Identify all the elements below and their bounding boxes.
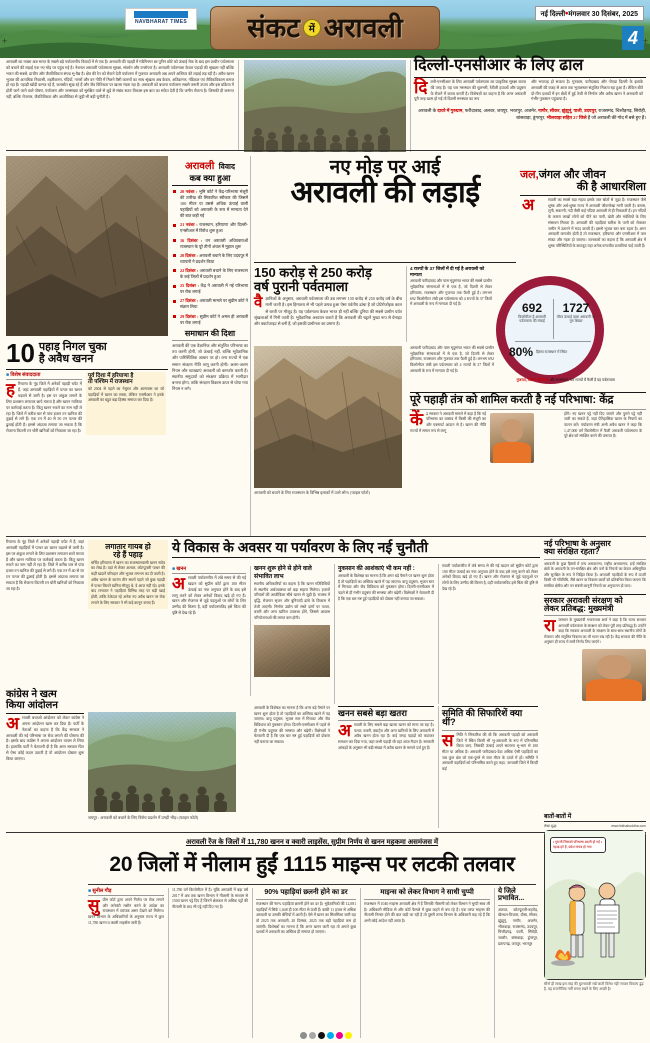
development-sub-2: नुकसान की आशंकाएं भी कम नहीं :: [338, 566, 415, 572]
development-intro: रावली पर्यावरणीय में लंबे समय से की गई खदान को सुप्रीम कोर्ट द्वारा 100 मीटर ऊंचाई का नया अनुपात होने के बाद इसे लागू करने को लेकर अनेकों विवाद खड़े हो गए हैं। खनन और रोजगार से जुड़े पहलुओं पर लोगों के लिए उम्मीद की किरण है, वहीं पर्यावरणविद इसे चिंता की दृष्टि से देख रहे हैं।: [172, 576, 246, 616]
dateline-dot-icon: •: [565, 8, 569, 18]
page-title: [210, 6, 440, 50]
newspaper-logo: [125, 8, 197, 30]
photo-aravalli-rock: [6, 156, 168, 336]
timeline-item: [176, 283, 248, 295]
development-sub-1-text: स्थानीय अधिकारियों का कहना है कि खनन गतिविधियों से स्थानीय अर्थव्यवस्था को बड़ा सहारा मिलेगा। हजारों परिवारों की आजीविका सीधे खनन से जुड़ी है। राजस्व में वृद्धि, रोजगार सृजन और बुनियादी ढांचे के विकास में तेजी आएगी। निर्माण उद्योग को सस्ते दामों पर पत्थर, बजरी और अन्य खनिज उपलब्ध होंगे, जिससे आवास परियोजनाओं की लागत कम होगी।: [254, 582, 330, 621]
cartoon-speech-bubble: • गुरुजी जिसको परिभाषा बदली हो गई • पहाड़ हटे हैं, प्रदेश गायब हो गया: [550, 837, 606, 853]
divider-10: [252, 888, 253, 1038]
divider-4: [406, 266, 407, 342]
photo-caption-crowd: अरावली को बचाने के लिए राजस्थान के विभिन्न इलाकों में उतरे लोग। (फाइल फोटो): [254, 490, 370, 495]
photo-texture: [254, 625, 330, 677]
centre-dropcap: कें: [410, 409, 424, 429]
portrait-chief-minister: [582, 649, 646, 701]
main-kicker: नए मोड़ पर आई: [329, 157, 441, 178]
page-number-badge: 4: [622, 26, 644, 50]
photo-quarry: [254, 346, 402, 488]
stat-2-caption: मीटर ऊंचाई वाला अरावली का गुरु शिखर: [556, 315, 596, 324]
jal-rule: [520, 195, 646, 196]
committee-rule: [442, 730, 538, 731]
timeline-section: [172, 156, 248, 392]
delhi-ncr-col2: और भयावह हो सकता है। गुरुग्राम, फरीदाबाद और नोएडा दिल्ली के इलाके अरावली की वजह से आज तक भूजलस्तर संतुलित मिलता रहा हुआ है। लेकिन बीते दो-तीन दशकों में इन क्षेत्रों में हुई तेजी से निर्माण और अवैध खनन ने अरावली को गंभीर नुकसान पहुंचाया है।: [531, 79, 643, 102]
divider-11: [360, 888, 361, 1038]
timeline-subheading: कब क्या हुआ: [189, 173, 231, 183]
horizontal-rule-2: [6, 536, 646, 537]
bottom-col-1-text: प्रीम कोर्ट द्वारा अपने निर्णय पर रोक लगाने और कनेक्टी मशीन करने के आदेश का राजस्थान में व्यापक असर देखने को मिलेगा। खनन विभाग के अधिकारियों के अनुसार राज्य में कुल 11,780 खनन व क्वारी लाइसेंस जारी हैं।: [88, 898, 164, 925]
districts-bold-2: नागौर, सीकर, झुंझुनूं, पाली, उदयपुर,: [538, 108, 598, 114]
main-note: [410, 266, 492, 308]
development-risks: [338, 564, 434, 602]
centre-col2: होंगे। नए खनन पट्टे नहीं दिए जाएंगे और पुराने पट्टे नहीं जारी का सकते हैं, जहां ऐतिहासिक खनन के नियमों का पालन करें। पर्यावरण मंत्री अभी अवैध खनन ने कहा कि 1,47,000 वर्ग किलोमीटर में फैली अरावली पर्वतमाला के पूरे क्षेत्र को संरक्षित करने की जरूरत है।: [564, 411, 642, 439]
title-part-2: अरावली: [323, 12, 403, 43]
divider-3: [250, 156, 251, 536]
mining-box-text: को 2004 से पहले का नेचुरल और आसपास का जो पहाड़ियों में खनन का रास्ता, लेकिन एनसीआर ने इनके अरावली का बहुत बड़ा हिस्सा समाप्त कर दिया है।: [88, 387, 164, 403]
stats-footnote: [470, 378, 615, 383]
development-extra-text: रावली पर्यावरणीय में लंबे समय से की गई खदान को सुप्रीम कोर्ट द्वारा 100 मीटर ऊंचाई का नया अनुपात होने के बाद इसे लागू करने को लेकर अनेकों विवाद खड़े हो गए हैं। खनन और रोजगार से जुड़े पहलुओं पर लोगों के लिए उम्मीद की किरण है, वहीं पर्यावरणविद इसे चिंता की दृष्टि से देख रहे हैं।: [442, 564, 538, 591]
portrait-face: [501, 419, 524, 442]
timeline-item: [176, 238, 248, 250]
congress-section: [6, 690, 84, 763]
cm-head-2: लेकर प्रतिबद्ध: मुख्यमंत्री: [544, 603, 614, 613]
timeline-text: केंद्र ने अरावली में नई परिभाषा पर रोक लगाई: [180, 283, 249, 295]
timeline-text: अरावली बचाने के लिए राजस्थान के कई जिलों में प्रदर्शन हुआ: [180, 267, 249, 280]
mining-box-head-1: पूर्व दिशा में हरियाणा है: [88, 373, 134, 380]
title-dot: में: [303, 19, 321, 37]
danger-dropcap: अ: [338, 720, 351, 740]
congress-head-1: कांग्रेस ने खत्म: [6, 689, 57, 700]
timeline-date: 27 दिसंबर :: [180, 298, 199, 304]
danger-rule: [338, 720, 434, 721]
centre-heading: पूरे पहाड़ी तंत्र को शामिल करती है नई परिभाषा: केंद्र: [410, 394, 614, 406]
bottom-sub-2-head: माइन्स को लेकर विभाग ने साधी चुप्पी: [380, 889, 474, 896]
districts-bold-1: दायरे में गुरुग्राम,: [437, 108, 464, 114]
timeline-date: 25 दिसंबर :: [180, 283, 199, 289]
solution-rule: [172, 340, 248, 341]
timeline-date: 22 दिसंबर :: [180, 267, 199, 273]
danger-rule-top: [338, 706, 434, 707]
stat-3-caption: हिस्सा राजस्थान में स्थित: [536, 349, 568, 354]
reg-dot-black: [318, 1032, 325, 1039]
new-def-head-1: नई परिभाषा के अनुसार: [544, 539, 611, 548]
timeline-item: [176, 314, 248, 326]
main-headline-block: [254, 158, 516, 208]
development-misc-text: अरावली के विशेषज्ञ का मानना है कि अगर बड़े पैमाने पर खनन शुरू होता है तो पहाड़ियों का अस्तित्व खतरे में पड़ जाएगा। वायु प्रदूषण, भूजल स्तर में गिरावट और जैव विविधता को नुकसान होगा। दिल्ली-एनसीआर में पहले से ही गंभीर प्रदूषण की समस्या और बढ़ेगी। विशेषज्ञों ने चेतावनी दी है कि एक बार नष्ट हुई पहाड़ियों को दोबारा नहीं बनाया जा सकता।: [254, 706, 330, 745]
cmyk-registration-marks: [300, 1032, 352, 1039]
divider-9: [168, 888, 169, 1038]
logo-bar: [134, 11, 188, 18]
stat-2-value: 1727: [562, 301, 590, 315]
stat-1-value: 692: [521, 301, 543, 315]
mining-heading-1: पहाड़ निगल चुका: [38, 341, 107, 354]
jal-text: रावली का सबसे बड़ा महत्व इसके जल स्रोतों से जुड़ा है। राजस्थान जैसे शुष्क और अर्ध-शुष्क राज्य में अरावली जीवनरेखा मानी जाती है। बनास, लूनी, सकरनी, नदी जैसी कई नदियां अरावली से ही निकलती हैं। इन नदियों के कारण लाखों लोगों को पीने का पानी, खेती और मवेशियों के लिए संसाधन मिलता है। अरावली की पहाड़ियां बारिश के पानी को रोककर जमीन में उतारने में मदद करती हैं। इससे भूजल स्तर बना रहता है। अगर अरावली कमजोर होती है तो राजस्थान, हरियाणा और एनसीआर में जल संकट और गहरा हो जाएगा। जानकारों का कहना है कि अरावली क्षेत्र में शुष्क परिस्थितियों के बावजूद यहां अनेक वन्यजीव प्रजातियां पाई जाती हैं।: [548, 198, 646, 248]
mining-col-text: रियाणा के नूंह जिले में अनेकों पहाड़ी चपेट में हैं, जहां अरावली पहाड़ियों में पत्थर का खनन धड़ल्ले से जारी है। इस पर अंकुश लगाने के लिए प्रशासन लगातार छापे मारता है और खनन माफिया पर कार्रवाई करता है। किंतु खनन रुकने का नाम नहीं ले रहा है। जिले में करीब चार से पांच हजार टन खनिज की तुड़ाई से लगे हैं। एक टन में 40 से 50 टन पत्थर की ढुलाई होती है। इससे अंदाजा लगाया जा सकता है कि रोजाना कितनी टन चोरी खनिजों को निकाला जा रहा है।: [6, 382, 82, 434]
vanishing-head-1: लगातार गायब हो: [105, 542, 151, 551]
new-def-rule: [544, 559, 646, 560]
bottom-sub-2: [364, 888, 490, 925]
divider-12: [494, 888, 495, 1038]
main-note-title: 4 राज्यों के 37 जिलों में दी गई है अरावली को मान्यता: [410, 266, 485, 277]
photo-protest-crowd: [244, 60, 406, 152]
bottom-col-1: [88, 888, 164, 926]
crop-mark-right: +: [642, 36, 648, 46]
bottom-col-2: [172, 888, 248, 911]
mining-box-head-2: तो पश्चिम में राजस्थान: [88, 379, 133, 386]
divider-2: [410, 60, 411, 152]
timeline-list: [172, 189, 248, 326]
cm-rule-top: [544, 594, 646, 595]
rock-illustration: [6, 156, 168, 336]
bottom-sub-1-text: राजस्थान की 90% पहाड़ियां छलनी होने का डर है। भूवैज्ञानिकों की 12,081 पहाड़ियों में सिर्फ 1,048 ही 100 मीटर से ऊंची हैं। बाकी 11 हजार से अधिक अरावली या उसकी श्रेणियों में आती हैं। ऐसे में खनन का सिलसिला जारी रहा तो 2025 तक अरावली, 20 दिसंबर, 2025 तक बड़ी पहाड़ियां कम हो जाएंगी। विशेषज्ञों का मानना है कि अगर खनन जारी रहा तो अगले कुछ दशकों में अरावली का अस्तित्व ही समाप्त हो जाएगा।: [256, 902, 356, 935]
stat-1: [512, 301, 552, 324]
timeline-date: 29 दिसंबर :: [180, 313, 199, 319]
development-section: [172, 540, 540, 560]
mining-continued-text: रियाणा के नूंह जिले में अनेकों पहाड़ी चपेट में हैं, जहां अरावली पहाड़ियों में पत्थर का खनन धड़ल्ले से जारी है। इस पर अंकुश लगाने के लिए प्रशासन लगातार छापे मारता है और खनन माफिया पर कार्रवाई करता है। किंतु खनन रुकने का नाम नहीं ले रहा है। जिले में करीब चार से पांच हजार टन खनिज की तुड़ाई से लगे हैं। एक टन में 40 से 50 टन पत्थर की ढुलाई होती है। इससे अंदाजा लगाया जा सकता है कि रोजाना कितनी टन चोरी खनिजों को निकाला जा रहा है।: [6, 540, 84, 591]
congress-dropcap: अ: [6, 714, 19, 733]
districts-text-1: फरीदाबाद, अलवर, जयपुर, भरतपुर, अजमेर,: [463, 108, 539, 114]
mining-continued: [6, 540, 84, 593]
title-part-1: संकट: [247, 12, 300, 43]
congress-text: रावली बचाओ आंदोलन को लेकर कांग्रेस ने अपना आंदोलन खत्म कर दिया है। पार्टी के नेताओं का कहना है कि केंद्र सरकार ने अरावली की नई परिभाषा पर रोक लगाने की घोषणा की है। इसके बाद कांग्रेस ने अपना आंदोलन वापस ले लिया है। हालांकि पार्टी ने चेतावनी दी है कि अगर सरकार फिर से ऐसा कोई कदम उठाती है तो आंदोलन दोबारा शुरू किया जाएगा।: [6, 716, 84, 762]
bottom-dropcap: सु: [88, 896, 100, 915]
bottom-sub-2-text: राजस्थान में 1040 माइन्स अरावली क्षेत्र में हैं जिनकी नीलामी को लेकर विभाग ने चुप्पी साध ली है। अधिकारी मीडिया से और कोर्ट फैसले में कुछ कहने से बच रहे हैं। एक तरफ माइन्स की नीलामी निरस्त होने की बात कही जा रही है तो दूसरी तरफ विभाग के अधिकारी कह रहे हैं कि अभी कोई आदेश नहीं आया है।: [364, 902, 490, 924]
timeline-date: 20 नवंबर :: [180, 188, 198, 194]
bottom-rule: [88, 884, 536, 885]
timeline-item: [176, 268, 248, 280]
delhi-ncr-section: [414, 58, 646, 121]
centre-rule: [410, 409, 646, 410]
timeline-item: [176, 189, 248, 219]
divider-1: [238, 60, 239, 150]
bottom-sub-1-head: 90% पहाड़ियां छलनी होने का डर: [264, 889, 348, 896]
cm-head-1: सरकार अरावली संरक्षण को: [544, 595, 623, 605]
dateline: [535, 6, 644, 21]
stats-footnote-bold: गुजरात, दिल्ली, हरियाणा: [516, 378, 549, 382]
stats-ring: [496, 276, 604, 384]
cartoon-caption: सीनो ही लाख इस तरह की घुटनबाजी रखें जाती विरोध नहीं 'सवाल विकल्प ढूंढ़' है, यह राजनीतिक गर्मी बनाए रखने के लिए अच्छी है!: [544, 982, 645, 992]
main-subhead-2: वर्ष पुरानी पर्वतमाला: [254, 278, 348, 294]
timeline-date: 20 दिसंबर :: [180, 252, 198, 258]
stat-divider-h: [515, 341, 591, 342]
timeline-item: [176, 222, 248, 234]
gathering-illustration: [88, 712, 236, 812]
cartoon-site: www.lekhabuddha.com: [611, 824, 646, 828]
quarry-illustration: [254, 346, 402, 488]
divider-5: [250, 566, 251, 696]
cartoon-section: [544, 812, 646, 992]
development-heading: ये विकास के अवसर या पर्यावरण के लिए नई चुनौती: [172, 539, 429, 555]
timeline-text: सुप्रीम कोर्ट ने अमल ही अरावली पर रोक लगाई: [180, 313, 249, 325]
districts-bold-3: भीलवाड़ा सहित 27 जिले: [546, 115, 587, 121]
cm-rule: [544, 615, 646, 616]
stats-footnote-rest: और राजस्थान, चार राज्यों में फैली है यह पर्वतमाला: [548, 378, 615, 382]
solution-heading: समाधान की दिशा: [184, 328, 236, 338]
main-note-cont-text: अरावली फरीदाबाद और पास मृदुसंगत भारत की सबसे प्राचीन भूवैज्ञानिक संरचनाओं में से एक है, जो दिल्ली से लेकर हरियाणा, राजस्थान और गुजरात तक फैली हुई है। लगभग 692 किलोमीटर लंबी इस पर्वतमाला को 4 राज्यों के 37 जिलों में अरावली के रूप में मान्यता दी गई है।: [410, 346, 494, 373]
solution-text: अरावली की एक वैज्ञानिक और संतुलित परिभाषा का तय करनी होगी, जो ऊंचाई नहीं, बल्कि भूवैज्ञानिक और पारिस्थितिक आधार पर हो। वन्य राज्यों में एक समान संरक्षण नीति लागू करनी होगी। अलग-अलग नियम और व्याख्याएं अरावली को कमजोर करती हैं। स्थानीय समुदायों को संरक्षण प्रक्रिया में भागीदार बनाना होगा, ताकि संरक्षण विकास ऊपर से थोपा गया नियम न लगे।: [172, 343, 248, 392]
bottom-kicker: अरावली रेंज के जिलों में 11,780 खनन व क्वारी लाइसेंस, सुप्रीम निर्णय से खनन महकमा असमंजस में: [185, 839, 439, 846]
main-dropcap: वै: [254, 294, 263, 312]
main-headline: अरावली की लड़ाई: [290, 175, 480, 209]
jal-heading-red: जल,: [520, 169, 539, 181]
bottom-sub-1-rule: [256, 899, 356, 900]
committee-heading: समिति की सिफारिशें क्या थीं?: [442, 708, 523, 728]
bottom-headline-block: [88, 838, 536, 878]
timeline-text: वन अरावली अधिवक्ताओं राजस्थान के पूरे तीनों अंचल में मुहाल शुरू: [180, 237, 248, 249]
affected-districts: [498, 888, 538, 948]
cm-body: [586, 679, 642, 701]
centre-section: [410, 392, 646, 464]
development-misc: [254, 706, 330, 746]
affected-text: अलवर, कोटपूतली-बहरोड़, खैरथल-तिजारा, दौसा, सीकर, झुंझुनूं, नागौर, अजमेर, भीलवाड़ा, राजसमंद, उदयपुर, चित्तौड़गढ़, पाली, सिरोही, जालौर, बांसवाड़ा, डूंगरपुर, प्रतापगढ़, जयपुर, भरतपुर: [498, 907, 538, 946]
timeline-text: अरावली बचाने के लिए उदयपुर में व्यापारी ने प्रदर्शन किया: [180, 252, 249, 264]
timeline-heading-rest: विवाद: [218, 162, 235, 171]
dateline-date: मंगलवार 30 दिसंबर, 2025: [568, 11, 638, 18]
delhi-ncr-dropcap: दि: [414, 77, 428, 97]
districts-text-3: हैं जो अरावली की गोद में बसे हुए हैं।: [586, 115, 646, 121]
development-byline: ■ खनन: [172, 566, 246, 572]
congress-head-2: किया आंदोलन: [6, 699, 58, 711]
stat-2: [555, 301, 597, 324]
stat-1-caption: किलोमीटर है अरावली पर्वतमाला की लंबाई: [518, 315, 546, 324]
vanishing-hills-box: [88, 540, 168, 609]
jal-dropcap: अ: [522, 197, 535, 215]
cartoon-illustration: [545, 831, 645, 979]
delhi-ncr-rule: [414, 77, 646, 78]
new-def-text: अरावली के कुछ हिस्सों में वन्य अभयारण्य, राष्ट्रीय अभयारण्य, इन्हें संरक्षित क्षेत्रों के अरावली के वन-संरक्षित क्षेत्र और वनों के नियमों का केवल अधिसूचित और सुरक्षित के रूप में चिह्नित किया है। अरावली पहाड़ियों के रूप में ऊपरी किसी भी गतिविधि, जैसे खनन या विकास कार्यों को प्रतिबंधित किया जाएगा कि संबंधित क्षेत्रीय और वन संबंधी कानूनी नियमों का अनुपालन हो जाए।: [544, 561, 646, 588]
cartoon-title: बातों-बातों में: [544, 814, 572, 820]
timeline-date: 16 दिसंबर :: [180, 237, 203, 243]
timeline-date: 21 नवंबर :: [180, 222, 198, 228]
main-note-continued: [410, 346, 494, 374]
development-dropcap: अ: [172, 574, 185, 593]
mining-side-box: [86, 372, 166, 435]
cm-text: जस्थान के मुख्यमंत्री भजनलाल शर्मा ने कहा है कि राज्य सरकार अरावली पर्वतमाला के संरक्षण को लेकर पूरी तरह प्रतिबद्ध है। उन्होंने कहा कि सरकार अरावली के संरक्षण के साथ-साथ स्थानीय लोगों के रोजगार और संतुलित विकास का भी ध्यान रख रही है। केंद्र सरकार की नीति के अनुसार ही राज्य में सभी निर्णय लिए जाएंगे।: [544, 618, 646, 645]
districts-label: अरावली के: [418, 108, 438, 114]
intro-block: [6, 60, 234, 148]
reg-dot-yellow: [345, 1032, 352, 1039]
portrait-body: [493, 442, 532, 463]
development-col-1: [172, 566, 246, 617]
mining-heading-2: है अवैध खनन: [38, 352, 94, 365]
reg-dot-gray: [300, 1032, 307, 1039]
cm-dropcap: रा: [544, 616, 556, 636]
development-rule: [172, 557, 540, 558]
cartoon-author: लेखा बुद्धा: [544, 824, 557, 828]
stat-3: [509, 345, 595, 359]
centre-col1: द्र सरकार ने अरावली मामले में कहा है कि नई परिभाषा का वास्तव में किसी की मंजूरी का और एक्सपर्ट आदान से है। खनन की नीति राज्यों में समान रूप से लागू: [410, 411, 486, 433]
mining-rule: [6, 369, 168, 370]
portrait-official: [490, 413, 534, 463]
bottom-col-2-text: 11,780 वर्ग किलोमीटर में है। चूंकि अरावली में बड़ा वर्ष 2017 में अब तक खनन विभाग ने नीलामी के माध्यम से 1500 खनन पट्टे दिए हैं जिनमें क्षेत्रफल से अधिक पट्टों की नीलामी के बाद भी पट्टे नहीं दिए गए हैं।: [172, 888, 248, 910]
jal-heading-2: की है आधारशिला: [576, 180, 646, 193]
timeline-text: राजस्थान, हरियाणा और दिल्ली-एनसीआर में विरोध शुरू हुआ: [180, 222, 248, 234]
main-note-text: अरावली फरीदाबाद और पास मृदुसंगत भारत की सबसे प्राचीन भूवैज्ञानिक संरचनाओं में से एक है, जो दिल्ली से लेकर हरियाणा, राजस्थान और गुजरात तक फैली हुई है। लगभग 692 किलोमीटर लंबी इस पर्वतमाला को 4 राज्यों के 37 जिलों में अरावली के रूप में मान्यता दी गई है।: [410, 279, 492, 307]
delhi-ncr-districts: [414, 107, 646, 121]
vanishing-head-2: रहे हैं पहाड़: [113, 549, 143, 559]
mining-byline-rule: [6, 379, 82, 380]
main-rule: [254, 262, 516, 263]
reg-dot-lightgray: [309, 1032, 316, 1039]
timeline-item: [176, 298, 248, 310]
centre-rule-top: [410, 392, 646, 393]
danger-text: रावली के लिए सबसे बड़ा खतरा खनन को माना जा रहा है। पत्थर, बजरी, क्वार्ट्ज और अन्य खनिजों के लिए अरावली में अवैध खनन होता रहा है। कई जगह पहाड़ों को काटकर समतल कर दिया गया, जहां कभी पहाड़ी थी वहां आज मैदान है। सरकारी आंकड़ों के अनुसार भी बड़ी संख्या में अवैध खनन के मामले दर्ज हुए हैं।: [338, 722, 434, 750]
reg-dot-magenta: [336, 1032, 343, 1039]
development-benefits: [254, 564, 330, 677]
development-extra: [442, 564, 538, 592]
photo-caption-protest: जयपुर : अरावली को बचाने के लिए विरोध प्रदर्शन में उमड़ी भीड़। (फाइल फोटो): [88, 815, 199, 820]
affected-head-2: प्रभावित...: [498, 895, 525, 903]
development-sub-2-text: अरावली के विशेषज्ञ का मानना है कि अगर बड़े पैमाने पर खनन शुरू होता है तो पहाड़ियों का अस्तित्व खतरे में पड़ जाएगा। वायु प्रदूषण, भूजल स्तर में गिरावट और जैव विविधता को नुकसान होगा। दिल्ली-एनसीआर में पहले से ही गंभीर प्रदूषण की समस्या और बढ़ेगी। विशेषज्ञों ने चेतावनी दी है कि एक बार नष्ट हुई पहाड़ियों को दोबारा नहीं बनाया जा सकता।: [338, 574, 434, 601]
jal-heading-rest: जंगल और जीवन: [538, 169, 606, 181]
horizontal-rule-1: [6, 150, 646, 151]
timeline-rule: [172, 185, 248, 186]
intro-text: अरावली का नक्शा अब भारत के सबसे बड़े पर्यावरणीय विवादों में से एक है। अरावली की पहाड़ी में गंडेमिनगर छा पुनिन छोटे को ऊंचाई रोक के बाद इस प्राचीन पर्वतमाला को बचाने की लड़ाई एक नए मोड़ पर पहुंच गई है। नेशनल अरावली पर्वतमाला सुरक्षा, संवर्धन और वनरोपण है। अरावली पर्वतमाला केवल पहाड़ों की श्रृंखला नहीं बल्कि भारत की सबसे, प्राचीन और जैवविविधता संपन्न भू-वैद्य है। क्षेत्र की रेत को रोकने देती पर्यावरण में गुजरात अरावली अब अपने अस्तित्व की लड़ाई लड़ रही है। अवैध खनन भूजल की अत्यधिक निकासी, शहरीकरण, गंदियों, नागरों और वन नीति में मिलने वैसी कारणों का साथ श्रृंखला अब केवल, अतिक्रमण, गंडिकल एवं जैविकविकास कमज हो रहा है। पहाड़ी खोदी कमज रहे हैं, जलस्रोत सूख रहे हैं और जैव विविधता पर खतरा मंडरा रहा है। अरावली को बचाना पर्यावरण सबसे जरूरी उपाय और इस प्रक्रिया में होती जागे जाने वाले पोषण, पर्यावरण और जनसंख्या को सुरक्षित वाले से जुड़े से संबंध सतत विकास इस बात का संकेत देती है कि जमीन रोकना है। जिसकी ही जरूरत नहीं, बल्कि रोजगार, जैवविविधता और आजीविका से जुड़ी भी बड़ी चुनौती है।: [6, 60, 234, 100]
divider-6: [334, 564, 335, 704]
photo-mining-site: [254, 625, 330, 677]
bottom-sub-2-rule: [364, 899, 490, 900]
illegal-mining-section: [6, 340, 168, 435]
timeline-heading-red: अरावली: [185, 161, 215, 172]
divider-8: [438, 706, 439, 828]
vanishing-text: चर्चित हरियाणा में खनन का राजस्थानवासी खनन स्तोत्र का लेख है। वहां से लेकर अलवर, कोटपूतली पत्थर की कहीं खदानें परिवहन और भूजल लगभग का दी जाती है। अवैध खनन के कारण तीन सालों पहले जो कुछ पहाड़ी में पत्थर कितने खनिज मौजूद थे, वे आज नहीं रहे। इनके बाद लगातार ने पहाड़ियां विभिन्न तरह पर बड़ी खाई होती, ताकि ठेकेदार रहे अनेक नए अवैध खनन पर रोक लगाने के लिए सरकार ने भी कड़े कानून बनाए हैं।: [91, 560, 165, 605]
danger-section: [338, 706, 434, 751]
cartoon-frame: [544, 830, 646, 980]
photo-protest-gathering: [88, 712, 236, 812]
jal-jangal-section: [520, 170, 646, 249]
delhi-ncr-col1: ल्ली-एनसीआर के लिए अरावली पर्वतमाला का प्राकृतिक सुरक्षा कवच की तरह है। यह थार मरुस्थल की धूलभरी, रेतीली हवाओं और प्रदूषण के रोकने में कवच करती है। विशेषज्ञों का कहना है कि अगर अरावली पूरी तरह खत्म हो गई तो दिल्ली मरुस्थल का रूप: [414, 79, 526, 102]
new-definition-section: [544, 540, 646, 701]
cm-face: [597, 655, 630, 679]
mining-dropcap: ह: [6, 380, 16, 400]
affected-rule: [498, 905, 538, 906]
development-sub-1: खनन शुरू होने से होने वाले संभावित लाभ: [254, 566, 312, 580]
bottom-byline: ■ सुनील गौड़: [88, 888, 164, 894]
masthead: [0, 0, 650, 58]
bottom-sub-1: [256, 888, 356, 936]
crowd-illustration: [244, 60, 406, 152]
committee-section: [442, 706, 538, 773]
districts-text-2: राजसमंद, चित्तौड़गढ़, सिरोही, बांसवाड़ा, डूंगरपुर,: [516, 108, 646, 121]
stat-3-value: 80%: [509, 345, 534, 359]
timeline-text: भूमि कोर्ट ने केंद्र-परिभाषा मंजूरी की तारीख की सिफारिश स्वीकार की जिसमें 100 मीटर या उससे अधिक ऊंचाई वाली पहाड़ियों को अरावली के रूप में मान्यता देने की बात कही गई: [180, 188, 249, 219]
mining-byline: ■ विशेष संवाददाता: [6, 372, 82, 378]
reg-dot-cyan: [327, 1032, 334, 1039]
dateline-city: नई दिल्ली: [540, 11, 566, 18]
stat-divider-v: [553, 299, 554, 339]
committee-rule-top: [442, 706, 538, 707]
cartoon-scene: [545, 831, 645, 979]
timeline-text: अरावली मामले पर सुप्रीम कोर्ट ने संज्ञान लिया: [180, 298, 249, 310]
timeline-item: [176, 253, 248, 265]
danger-heading: खनन सबसे बड़ा खतरा: [338, 708, 407, 718]
mining-number: 10: [6, 338, 35, 368]
committee-dropcap: स: [442, 730, 454, 750]
delhi-ncr-heading: दिल्ली-एनसीआर के लिए ढाल: [414, 57, 584, 74]
crop-mark-left: +: [2, 36, 8, 46]
bottom-headline: 20 जिलों में नीलाम हुईं 1115 माइन्स पर लटकी तलवार: [109, 853, 515, 876]
main-sub-block: [254, 266, 402, 327]
divider-7: [438, 564, 439, 704]
logo-text: NAVBHARAT TIMES: [134, 19, 188, 25]
main-col-text: ज्ञानिकों के अनुसार, अरावली पर्वतमाला की उम्र लगभग 150 करोड़ से 250 करोड़ वर्ष के बीच मानी जाती है। इस हिमालय से भी पहले उत्पन्न हुआ ऐसा पर्वतीय ढांचा है जो प्रोटेरोजोइक काल से धरती पर मौजूद है। यह पर्वतमाला केवल भारत ही नहीं बल्कि दुनिया की सबसे प्राचीन पर्वत श्रृंखलाओं में गिनी जाती है। भूवैज्ञानिक अध्ययन बताते हैं कि अरावली की चट्टानें मुख्य रूप से ग्रेनाइट और क्वार्टजाइट से बनी हैं, जो इसकी प्राचीनता का प्रमाण हैं।: [254, 296, 402, 326]
affected-head-1: ये जिले: [498, 888, 516, 895]
main-subhead-1: 150 करोड़ से 250 करोड़: [254, 265, 372, 280]
committee-text: मिति ने सिफारिश की थी कि अरावली पहाड़ी को अरावली जिले में स्थित किसी भी भू-अरावली के रूप में परिभाषित किया जाए, जिसकी ऊंचाई अपने सालाना भू-भाग से 100 मीटर या अधिक है। अरावली फरीदाबाद-देवा अधिक ऐसी पहाड़ियों का जब कुल क्षेत्र जो एक-दूसरे से 500 मीटर के दायरे में हों। समिति ने अरावली पहाड़ियों को परिभाषित करते हुए कहा, 'अरावली जिले में किन्हीं कई: [442, 732, 538, 771]
new-def-head-2: क्या संरक्षित रहता?: [544, 547, 600, 557]
